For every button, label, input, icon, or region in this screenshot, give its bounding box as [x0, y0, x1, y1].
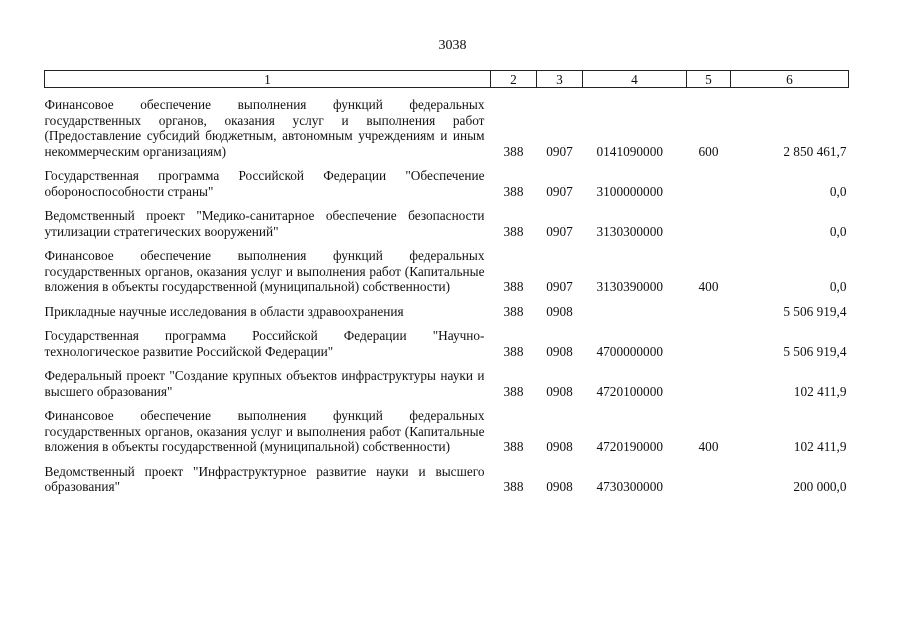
row-amount: 2 850 461,7	[783, 143, 847, 159]
row-target-code	[583, 304, 687, 320]
row-amount: 5 506 919,4	[783, 303, 847, 319]
header-col-3: 3	[537, 71, 583, 88]
row-amount: 102 411,9	[793, 439, 847, 454]
row-description: Прикладные научные исследования в области здравоохранения	[44, 303, 404, 319]
row-expense-type	[687, 328, 731, 359]
table-row	[45, 368, 849, 399]
row-section-code: 0908	[546, 303, 573, 319]
row-target-code: 3130390000	[596, 279, 663, 294]
row-amount: 200 000,0	[793, 479, 847, 494]
table-row	[45, 328, 849, 359]
header-col-2: 2	[491, 71, 537, 88]
header-col-1: 1	[45, 71, 491, 88]
row-description: Финансовое обеспечение выполнения функций федеральных государственных органов, оказания услуг и выполнения работ (Капитальные вложения в объекты государственной (муниципальной) собственности)	[44, 248, 485, 294]
row-amount: 5 506 919,4	[783, 343, 847, 359]
table-row	[45, 408, 849, 455]
row-section-code: 0908	[546, 383, 573, 399]
row-expense-type: 600	[698, 143, 719, 159]
row-ministry-code: 388	[503, 303, 524, 319]
row-section-code: 0907	[546, 183, 573, 199]
row-description: Финансовое обеспечение выполнения функций федеральных государственных органов, оказания услуг и выполнения работ (Капитальные вложения в объекты государственной (муниципальной) собственности)	[44, 408, 485, 454]
row-expense-type	[687, 304, 731, 320]
row-section-code: 0907	[546, 223, 573, 239]
header-col-6: 6	[731, 71, 849, 88]
row-description: Финансовое обеспечение выполнения функций федеральных государственных органов, оказания услуг и выполнения работ (Предоставление субсидий бюджетным, автономным учреждениям и иным некоммерческим организациям)	[44, 97, 485, 159]
table-spacer	[45, 455, 849, 464]
table-spacer	[45, 295, 849, 304]
row-section-code: 0907	[546, 279, 573, 294]
table-spacer	[45, 319, 849, 328]
table-row	[45, 208, 849, 239]
row-section-code: 0908	[546, 479, 573, 494]
table-spacer	[45, 159, 849, 168]
header-col-4: 4	[583, 71, 687, 88]
row-amount: 0,0	[829, 183, 847, 199]
page-number: 3038	[438, 38, 467, 53]
row-description: Государственная программа Российской Федерации "Обеспечение обороноспособности страны"	[44, 168, 485, 199]
table-spacer	[45, 239, 849, 248]
table-row	[45, 248, 849, 295]
row-target-code: 0141090000	[596, 143, 663, 159]
table-row	[45, 168, 849, 199]
table-spacer	[45, 88, 849, 98]
row-description: Ведомственный проект "Инфраструктурное развитие науки и высшего образования"	[44, 463, 485, 494]
row-expense-type	[687, 168, 731, 199]
header-row	[45, 71, 849, 88]
row-target-code: 4720100000	[596, 383, 663, 399]
row-expense-type	[687, 208, 731, 239]
row-amount: 0,0	[829, 223, 847, 239]
row-expense-type: 400	[698, 279, 719, 294]
row-ministry-code: 388	[503, 439, 524, 454]
row-section-code: 0908	[546, 439, 573, 454]
row-expense-type	[687, 368, 731, 399]
row-description: Ведомственный проект "Медико-санитарное обеспечение безопасности утилизации стратегических вооружений"	[44, 208, 485, 239]
row-section-code: 0908	[546, 343, 573, 359]
row-amount: 0,0	[829, 279, 847, 294]
row-ministry-code: 388	[503, 279, 524, 294]
row-target-code: 3100000000	[596, 183, 663, 199]
row-ministry-code: 388	[503, 383, 524, 399]
row-target-code: 3130300000	[596, 223, 663, 239]
table-row	[45, 97, 849, 159]
row-target-code: 4720190000	[596, 439, 663, 454]
table-row	[45, 304, 849, 320]
table-spacer	[45, 199, 849, 208]
budget-table	[44, 70, 849, 495]
row-ministry-code: 388	[503, 183, 524, 199]
row-ministry-code: 388	[503, 223, 524, 239]
row-ministry-code: 388	[503, 479, 524, 494]
header-col-5: 5	[687, 71, 731, 88]
row-expense-type	[687, 464, 731, 495]
table-row	[45, 464, 849, 495]
row-ministry-code: 388	[503, 143, 524, 159]
row-target-code: 4730300000	[596, 479, 663, 494]
table-spacer	[45, 359, 849, 368]
row-target-code: 4700000000	[596, 343, 663, 359]
row-section-code: 0907	[546, 143, 573, 159]
table-spacer	[45, 399, 849, 408]
row-amount: 102 411,9	[793, 383, 847, 399]
row-description: Государственная программа Российской Федерации "Научно-технологическое развитие Российской Федерации"	[44, 328, 485, 359]
row-ministry-code: 388	[503, 343, 524, 359]
row-description: Федеральный проект "Создание крупных объектов инфраструктуры науки и высшего образования"	[44, 368, 485, 399]
row-expense-type: 400	[698, 439, 719, 454]
